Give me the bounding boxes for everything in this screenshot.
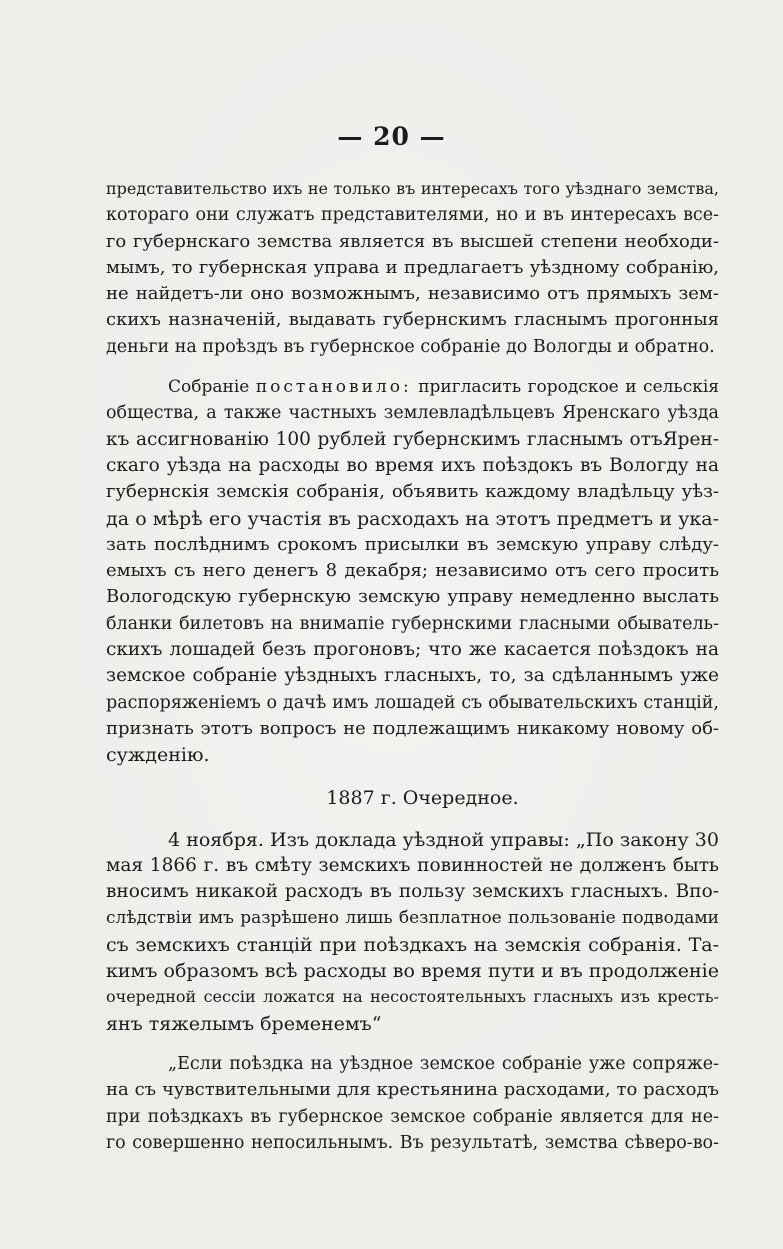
resolution-subject: Собраніе bbox=[168, 377, 250, 398]
text-line: при поѣздкахъ въ губернское земское собраніе является для не- bbox=[106, 1106, 719, 1127]
text-line: очередной сессіи ложатся на несостоятельныхъ гласныхъ изъ кресть- bbox=[106, 987, 719, 1007]
text-line: кимъ образомъ всѣ расходы во время пути и въ продолженіе bbox=[106, 960, 719, 983]
text-line: „Если поѣздка на уѣздное земское собраніе уже сопряже- bbox=[168, 1053, 719, 1074]
text-line: не найдетъ-ли оно возможнымъ, независимо отъ прямыхъ зем- bbox=[106, 283, 719, 305]
text-line: бланки билетовъ на внимапіе губернскими гласными обыватель- bbox=[106, 613, 719, 634]
text-line: мымъ, то губернская управа и предлагаетъ уѣздному собранію, bbox=[106, 256, 719, 278]
paragraph-1 bbox=[106, 176, 719, 360]
text-line: скихъ назначеній, выдавать губернскимъ гласнымъ прогонныя bbox=[106, 309, 719, 331]
text-line: губернскія земскія собранія, объявить каждому владѣльцу уѣз- bbox=[106, 481, 719, 503]
text-line: янъ тяжелымъ бременемъ“ bbox=[106, 1012, 382, 1035]
text-line: го совершенно непосильнымъ. Въ результатѣ, земства сѣверо-во- bbox=[106, 1132, 719, 1153]
text-line-first bbox=[106, 374, 719, 400]
text-line: Вологодскую губернскую земскую управу немедленно выслать bbox=[106, 586, 719, 608]
text-line: деньги на проѣздъ въ губернское собраніе до Вологды и обратно. bbox=[106, 336, 715, 357]
text-line: къ ассигнованію 100 рублей губернскимъ гласнымъ отъЯрен- bbox=[106, 428, 719, 450]
text-line: емыхъ съ него денегъ 8 декабря; независимо отъ сего просить bbox=[106, 560, 719, 582]
text-line: земское собраніе уѣздныхъ гласныхъ, то, за сдѣланнымъ уже bbox=[106, 665, 719, 687]
paragraph-3 bbox=[106, 827, 719, 1037]
resolution-rest: пригласить городское и сельскія bbox=[418, 377, 719, 398]
text-line: слѣдствіи имъ разрѣшено лишь безплатное пользованіе подводами bbox=[106, 908, 719, 929]
text-line: мая 1866 г. въ смѣту земскихъ повинностей не долженъ быть bbox=[106, 854, 719, 876]
text-line: общества, а также частныхъ землевладѣльцевъ Яренскаго уѣзда bbox=[106, 403, 719, 424]
text-line: вносимъ никакой расходъ въ пользу земскихъ гласныхъ. Впо- bbox=[106, 881, 719, 903]
text-line: зать послѣднимъ срокомъ присылки въ земскую управу слѣду- bbox=[106, 533, 719, 555]
text-line: сужденію. bbox=[106, 744, 210, 767]
text-line: го губернскаго земства является въ высшей степени необходи- bbox=[106, 230, 719, 252]
text-line: съ земскихъ станцій при поѣздкахъ на земскія собранія. Та- bbox=[106, 933, 719, 956]
paragraph-2 bbox=[106, 374, 719, 768]
body-text bbox=[106, 176, 719, 1156]
text-line: признать этотъ вопросъ не подлежащимъ никакому новому об- bbox=[106, 717, 719, 739]
text-line: представительство ихъ не только въ интересахъ того уѣзднаго земства, bbox=[106, 179, 719, 198]
text-line: распоряженіемъ о дачѣ имъ лошадей съ обывательскихъ станцій, bbox=[106, 692, 719, 713]
text-line: да о мѣрѣ его участія въ расходахъ на этотъ предметъ и ука- bbox=[106, 507, 719, 530]
text-line: скихъ лошадей безъ прогоновъ; что же касается поѣздокъ на bbox=[106, 639, 719, 661]
page-number: — 20 — bbox=[337, 122, 446, 151]
text-line: 4 ноября. Изъ доклада уѣздной управы: „По закону 30 bbox=[168, 828, 719, 851]
text-line: скаго уѣзда на расходы во время ихъ поѣздокъ въ Вологду на bbox=[106, 454, 719, 476]
text-line: на съ чувствительными для крестьянина расходами, то расходъ bbox=[106, 1079, 719, 1101]
resolution-keyword: постановило: bbox=[255, 377, 412, 398]
paragraph-4 bbox=[106, 1051, 719, 1156]
text-line: котораго они служатъ представителями, но и въ интересахъ все- bbox=[106, 205, 719, 226]
section-heading: 1887 г. Очередное. bbox=[326, 786, 519, 809]
